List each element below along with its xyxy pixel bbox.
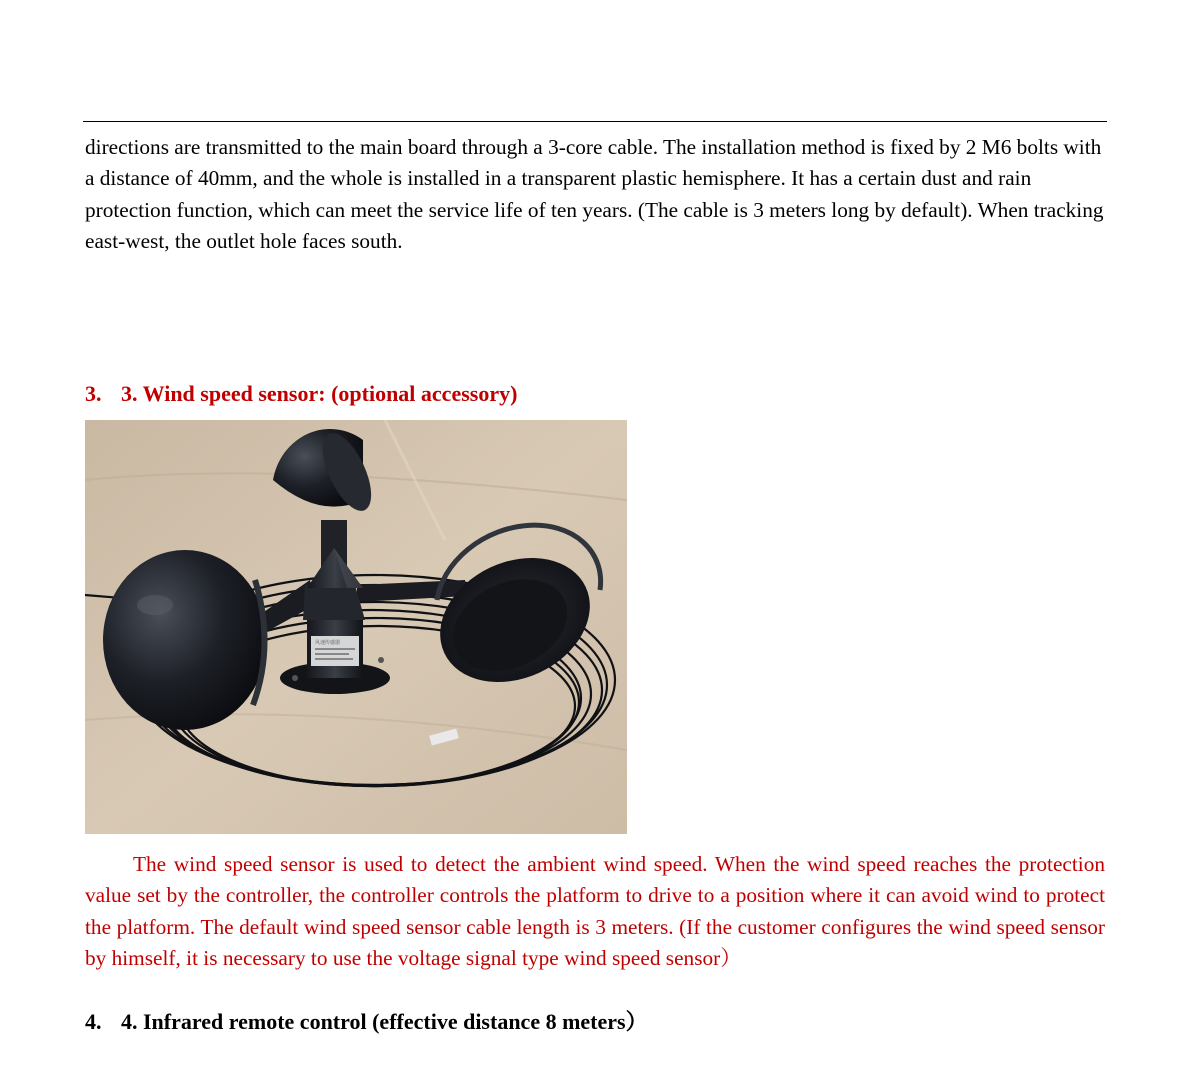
section-4-title: 4. Infrared remote control (effective distance 8 meters） [121,1009,648,1034]
section-4-number: 4. [85,1009,102,1034]
section-4-heading [85,1005,648,1036]
section-3-title: 3. Wind speed sensor: (optional accessory) [121,381,518,406]
wind-sensor-description: The wind speed sensor is used to detect the ambient wind speed. When the wind speed reaches the protection value set by the controller, the controller controls the platform to drive to a position where it can avoid wind to protect the platform. The default wind speed sensor cable length is 3 meters. (If the customer configures the wind speed sensor by himself, it is necessary to use the voltage signal type wind speed sensor） [85,852,1105,970]
wind-speed-sensor-photo [85,420,627,834]
section-3-number: 3. [85,381,102,406]
header-rule [83,121,1107,122]
label-strip-text: 风速传感器 [315,640,341,646]
section-3-heading [85,381,517,407]
intro-paragraph: directions are transmitted to the main board through a 3-core cable. The installation method is fixed by 2 M6 bolts with a distance of 40mm, and the whole is installed in a transparent plastic hemisphere. It has a certain dust and rain protection function, which can meet the service life of ten years. (The cable is 3 meters long by default). When tracking east-west, the outlet hole faces south. [85,135,1104,253]
